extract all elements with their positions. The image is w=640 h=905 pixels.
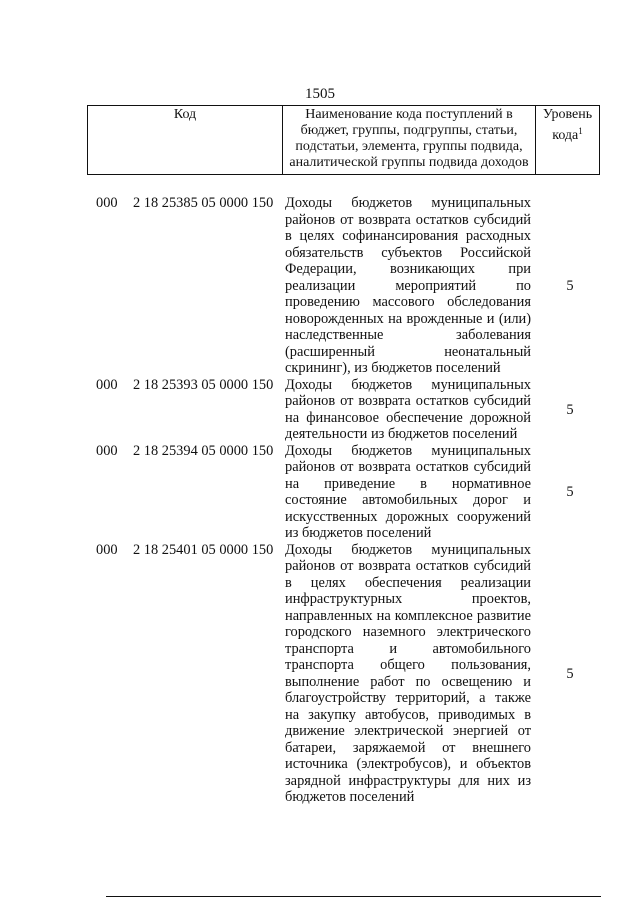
header-level-footnote: 1	[578, 126, 583, 136]
row-code: 2 18 25385 05 0000 150	[133, 195, 274, 211]
table-row	[0, 195, 640, 377]
table-row	[0, 542, 640, 806]
row-prefix: 000	[96, 376, 118, 393]
header-name: Наименование кода поступлений в бюджет, группы, подгруппы, статьи, подстатьи, элемента, группы подвида, аналитической группы подвида доходов	[283, 106, 536, 175]
row-code: 2 18 25394 05 0000 150	[133, 442, 274, 459]
entries-list	[0, 195, 640, 806]
row-level: 5	[566, 401, 574, 418]
row-description: Доходы бюджетов муниципальных районов от возврата остатков субсидий на финансовое обеспечение дорожной деятельности из бюджетов поселений	[285, 376, 531, 442]
row-description: Доходы бюджетов муниципальных районов от возврата остатков субсидий в целях обеспечения реализации инфраструктурных проектов, направленных на комплексное развитие городского наземного электрического транспорта и автомобильного транспорта общего пользования, выполнение работ по освещению и благоустройству территорий, а также на закупку автобусов, приводимых в движение электрической энергией от батареи, заряжаемой от внешнего источника (электробусов), и объектов зарядной инфраструктуры для них из бюджетов поселений	[285, 541, 531, 805]
row-level: 5	[566, 665, 574, 682]
row-prefix: 000	[96, 195, 118, 211]
page-number: 1505	[305, 86, 335, 102]
row-description: Доходы бюджетов муниципальных районов от возврата остатков субсидий в целях софинансирования расходных обязательств субъектов Российской Федерации, возникающих при реализации мероприятий по проведению массового обследования новорожденных на врожденные и (или) наследственные заболевания (расширенный неонатальный скрининг), из бюджетов поселений	[285, 195, 531, 376]
row-code: 2 18 25401 05 0000 150	[133, 541, 274, 558]
row-code: 2 18 25393 05 0000 150	[133, 376, 274, 393]
row-prefix: 000	[96, 541, 118, 558]
bottom-divider	[106, 896, 601, 897]
row-level: 5	[566, 483, 574, 500]
table-header	[87, 105, 600, 175]
row-description: Доходы бюджетов муниципальных районов от возврата остатков субсидий на приведение в нормативное состояние автомобильных дорог и искусственных дорожных сооружений из бюджетов поселений	[285, 442, 531, 541]
header-code: Код	[88, 106, 283, 175]
row-prefix: 000	[96, 442, 118, 459]
row-level: 5	[566, 277, 574, 294]
table-row	[0, 443, 640, 542]
table-row	[0, 377, 640, 443]
header-level	[536, 106, 600, 175]
header-level-label: Уровень кода	[542, 107, 593, 143]
